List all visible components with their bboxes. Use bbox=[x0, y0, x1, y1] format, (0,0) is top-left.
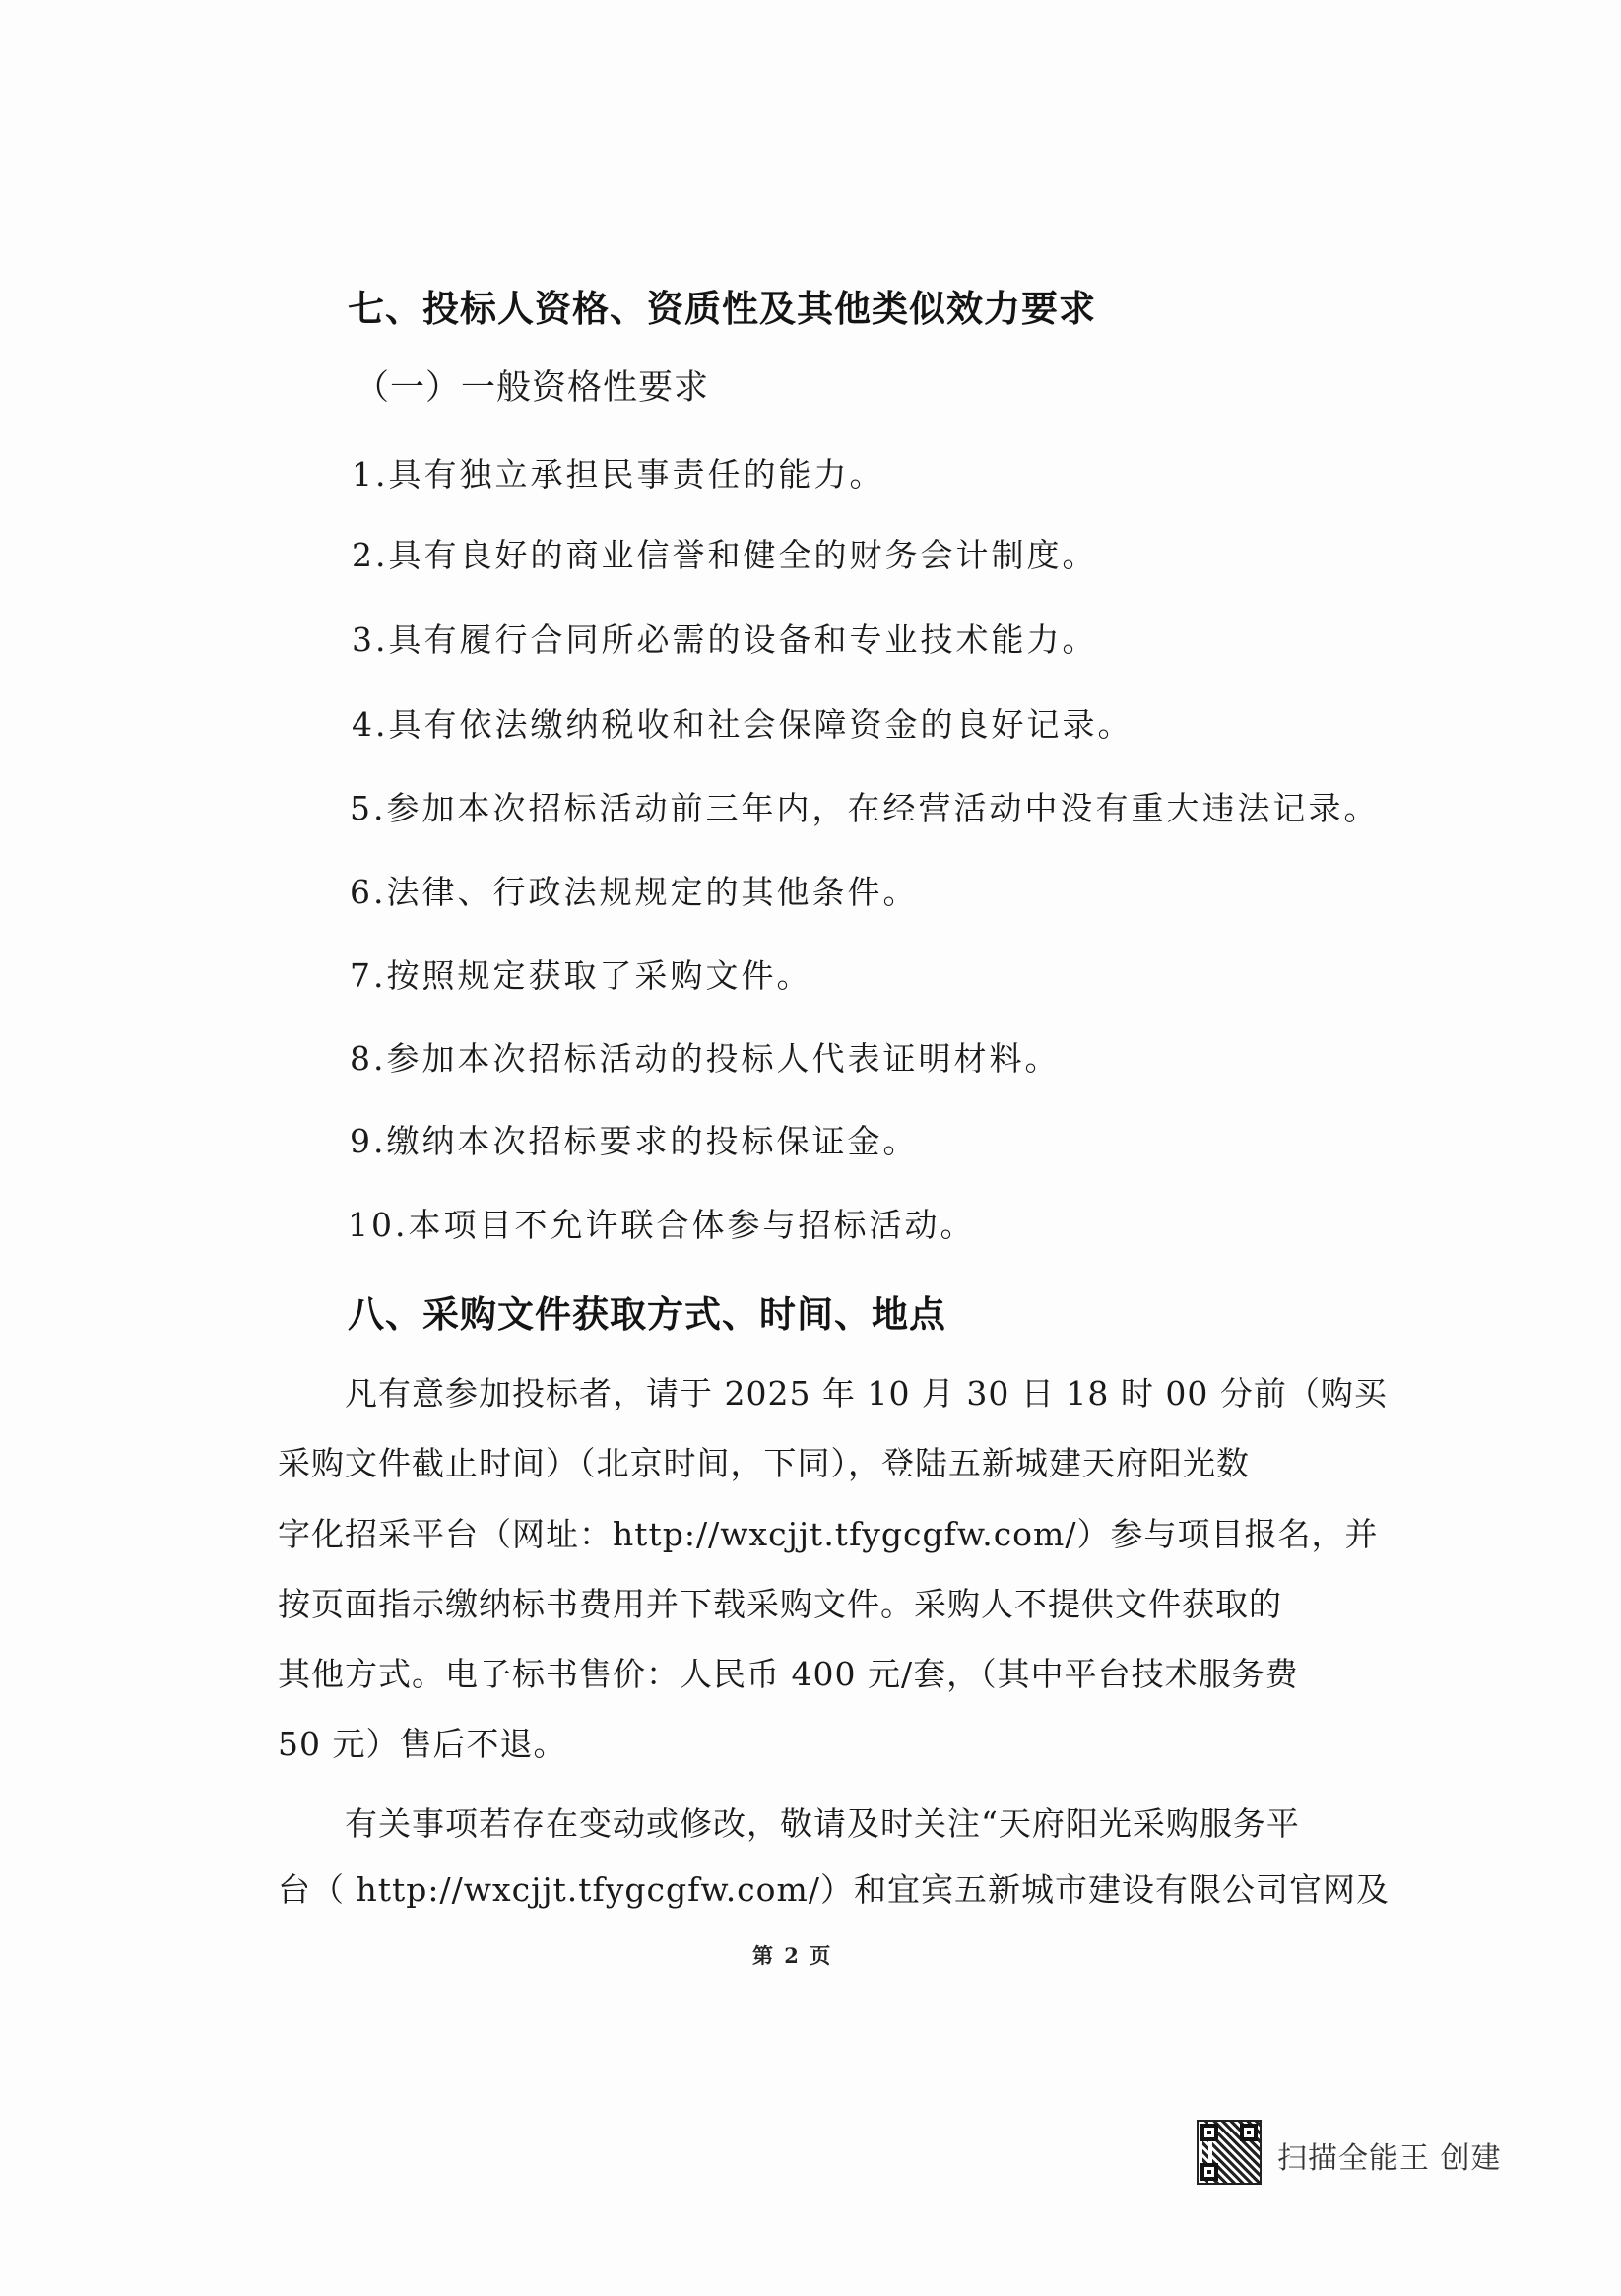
scanner-label: 扫描全能王 创建 bbox=[1277, 2141, 1502, 2176]
requirement-item-4: 4.具有依法缴纳税收和社会保障资金的良好记录。 bbox=[352, 705, 1134, 744]
requirement-item-2: 2.具有良好的商业信誉和健全的财务会计制度。 bbox=[352, 536, 1098, 574]
requirement-item-7: 7.按照规定获取了采购文件。 bbox=[350, 956, 812, 995]
acquisition-line-5: 其他方式。电子标书售价：人民币 400 元/套，（其中平台技术服务费 bbox=[278, 1655, 1299, 1693]
section-8-heading: 八、采购文件获取方式、时间、地点 bbox=[348, 1293, 946, 1336]
qr-code-icon bbox=[1197, 2120, 1262, 2185]
notice-line-1: 有关事项若存在变动或修改，敬请及时关注“天府阳光采购服务平 bbox=[345, 1804, 1300, 1843]
acquisition-line-2: 采购文件截止时间）（北京时间，下同），登陆五新城建天府阳光数 bbox=[278, 1444, 1250, 1482]
section-7-subheading: （一）一般资格性要求 bbox=[355, 368, 710, 408]
acquisition-line-6: 50 元）售后不退。 bbox=[278, 1725, 567, 1763]
requirement-item-3: 3.具有履行合同所必需的设备和专业技术能力。 bbox=[352, 621, 1098, 659]
acquisition-line-4: 按页面指示缴纳标书费用并下载采购文件。采购人不提供文件获取的 bbox=[278, 1585, 1282, 1623]
requirement-item-8: 8.参加本次招标活动的投标人代表证明材料。 bbox=[350, 1039, 1061, 1078]
requirement-item-10: 10.本项目不允许联合体参与招标活动。 bbox=[348, 1206, 976, 1244]
requirement-item-9: 9.缴纳本次招标要求的投标保证金。 bbox=[350, 1122, 919, 1160]
page-number: 第 2 页 bbox=[752, 1943, 833, 1968]
acquisition-line-3: 字化招采平台（网址：http://wxcjjt.tfygcgfw.com/）参与项目报名，并 bbox=[278, 1515, 1379, 1553]
requirement-item-5: 5.参加本次招标活动前三年内，在经营活动中没有重大违法记录。 bbox=[350, 789, 1380, 827]
section-7-heading: 七、投标人资格、资质性及其他类似效力要求 bbox=[348, 288, 1096, 330]
requirement-item-6: 6.法律、行政法规规定的其他条件。 bbox=[350, 873, 919, 911]
notice-line-2: 台（ http://wxcjjt.tfygcgfw.com/）和宜宾五新城市建设有限公司官网及 bbox=[278, 1870, 1390, 1909]
requirement-item-1: 1.具有独立承担民事责任的能力。 bbox=[352, 455, 885, 493]
acquisition-line-1: 凡有意参加投标者，请于 2025 年 10 月 30 日 18 时 00 分前（购买 bbox=[345, 1374, 1388, 1412]
